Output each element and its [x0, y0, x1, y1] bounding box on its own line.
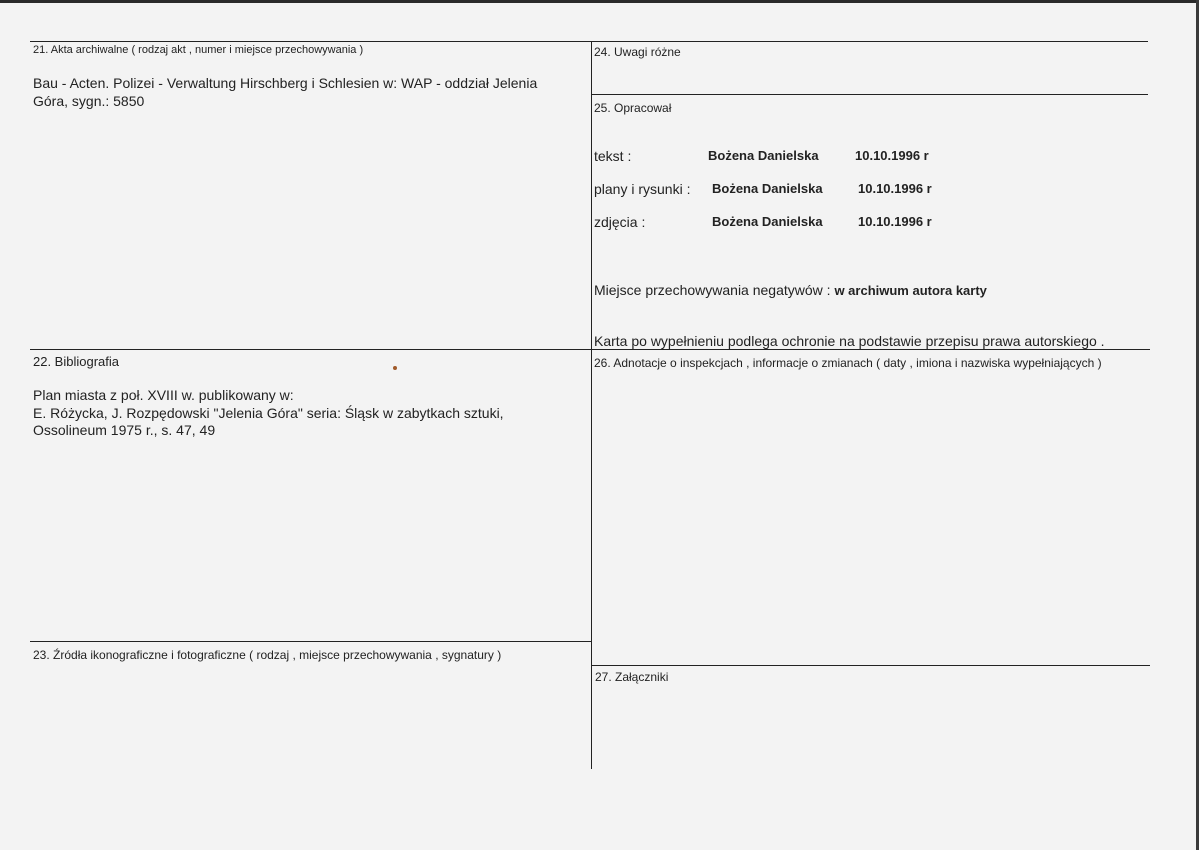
- author-row-photos-name: Bożena Danielska: [712, 214, 823, 229]
- author-row-photos-date: 10.10.1996 r: [858, 214, 932, 229]
- scan-top-edge: [0, 0, 1199, 3]
- section-22-label: 22. Bibliografia: [33, 354, 119, 369]
- rule-24-25: [592, 94, 1148, 95]
- section-27-label: 27. Załączniki: [595, 670, 669, 684]
- author-row-photos-label: zdjęcia :: [594, 214, 646, 230]
- rule-22-23: [30, 641, 592, 642]
- author-row-text-label: tekst :: [594, 148, 632, 164]
- ink-spot: [393, 366, 397, 370]
- rule-21-22: [30, 349, 1150, 350]
- section-22-line-2: E. Różycka, J. Rozpędowski "Jelenia Góra" seria: Śląsk w zabytkach sztuki,: [33, 405, 504, 421]
- section-22-line-1: Plan miasta z poł. XVIII w. publikowany w:: [33, 387, 294, 403]
- section-23-label: 23. Źródła ikonograficzne i fotograficzne ( rodzaj , miejsce przechowywania , sygnatury ): [33, 648, 502, 662]
- section-24-label: 24. Uwagi różne: [594, 45, 681, 59]
- negatives-storage-label: Miejsce przechowywania negatywów :: [594, 282, 831, 298]
- author-row-text-name: Bożena Danielska: [708, 148, 819, 163]
- section-25-label: 25. Opracował: [594, 101, 672, 115]
- negatives-storage-value: w archiwum autora karty: [834, 283, 987, 298]
- column-divider: [591, 41, 592, 769]
- negatives-storage: [594, 282, 987, 298]
- author-row-drawings-date: 10.10.1996 r: [858, 181, 932, 196]
- author-row-drawings-label: plany i rysunki :: [594, 181, 691, 197]
- copyright-note: Karta po wypełnieniu podlega ochronie na podstawie przepisu prawa autorskiego .: [594, 333, 1105, 349]
- author-row-text-date: 10.10.1996 r: [855, 148, 929, 163]
- section-21-line-2: Góra, sygn.: 5850: [33, 93, 145, 109]
- section-21-line-1: Bau - Acten. Polizei - Verwaltung Hirschberg i Schlesien w: WAP - oddział Jelenia: [33, 75, 538, 91]
- rule-26-27: [592, 665, 1150, 666]
- section-26-label: 26. Adnotacje o inspekcjach , informacje o zmianach ( daty , imiona i nazwiska wypełniających ): [594, 356, 1102, 370]
- section-21-label: 21. Akta archiwalne ( rodzaj akt , numer i miejsce przechowywania ): [33, 44, 364, 56]
- section-22-line-3: Ossolineum 1975 r., s. 47, 49: [33, 422, 216, 438]
- author-row-drawings-name: Bożena Danielska: [712, 181, 823, 196]
- rule-top: [30, 41, 1148, 42]
